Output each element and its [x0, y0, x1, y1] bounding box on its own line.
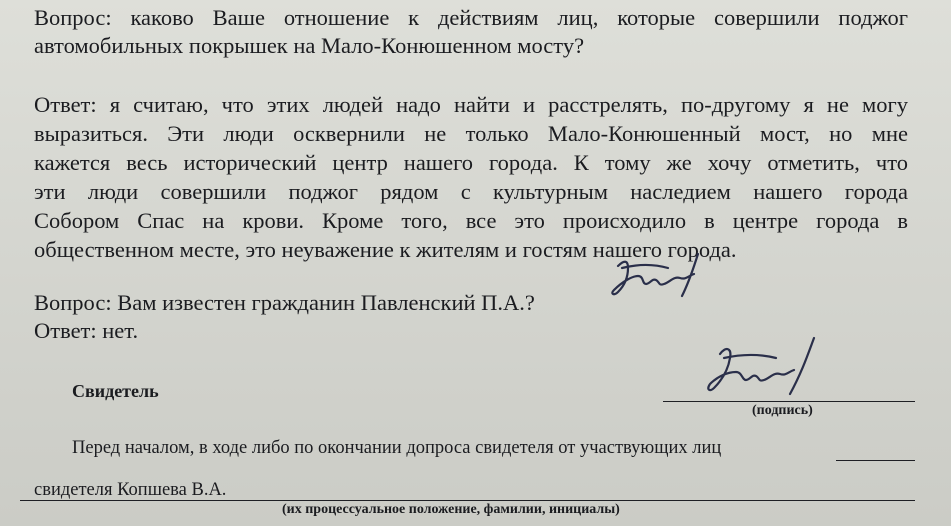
question-1-line-1: Вопрос: каково Ваше отношение к действиям лиц, которые совершили поджог: [34, 5, 908, 30]
statement-underline: [20, 500, 915, 501]
answer-1-line-2: выразиться. Эти люди осквернили не только Мало-Конюшенный мост, но мне: [34, 121, 908, 146]
answer-1-line-1: Ответ: я считаю, что этих людей надо найти и расстрелять, по-другому я не могу: [34, 92, 908, 117]
answer-2: Ответ: нет.: [34, 318, 139, 343]
handwritten-signature-1: [598, 246, 718, 306]
statement-caption: (их процессуальное положение, фамилии, инициалы): [282, 502, 620, 517]
signature-caption: (подпись): [752, 403, 813, 418]
witness-label: Свидетель: [72, 381, 159, 401]
answer-1-line-6: общественном месте, это неуважение к жителям и гостям нашего города.: [34, 237, 737, 262]
signature-line: [663, 401, 915, 402]
answer-1-line-3: кажется весь исторический центр нашего города. К тому же хочу отметить, что: [34, 150, 908, 175]
handwritten-signature-2: [690, 332, 830, 402]
statement-value: свидетеля Копшева В.А.: [34, 480, 227, 500]
answer-1-line-5: Собором Спас на крови. Кроме того, все это происходило в центре города в: [34, 208, 908, 233]
statement-line: Перед началом, в ходе либо по окончании допроса свидетеля от участвующих лиц: [72, 438, 722, 458]
statement-blank-line: [836, 460, 915, 461]
question-1-line-2: автомобильных покрышек на Мало-Конюшенном мосту?: [34, 33, 585, 58]
answer-1-line-4: эти люди совершили поджог рядом с культурным наследием нашего города: [34, 179, 908, 204]
question-2: Вопрос: Вам известен гражданин Павленский П.А.?: [34, 290, 535, 315]
